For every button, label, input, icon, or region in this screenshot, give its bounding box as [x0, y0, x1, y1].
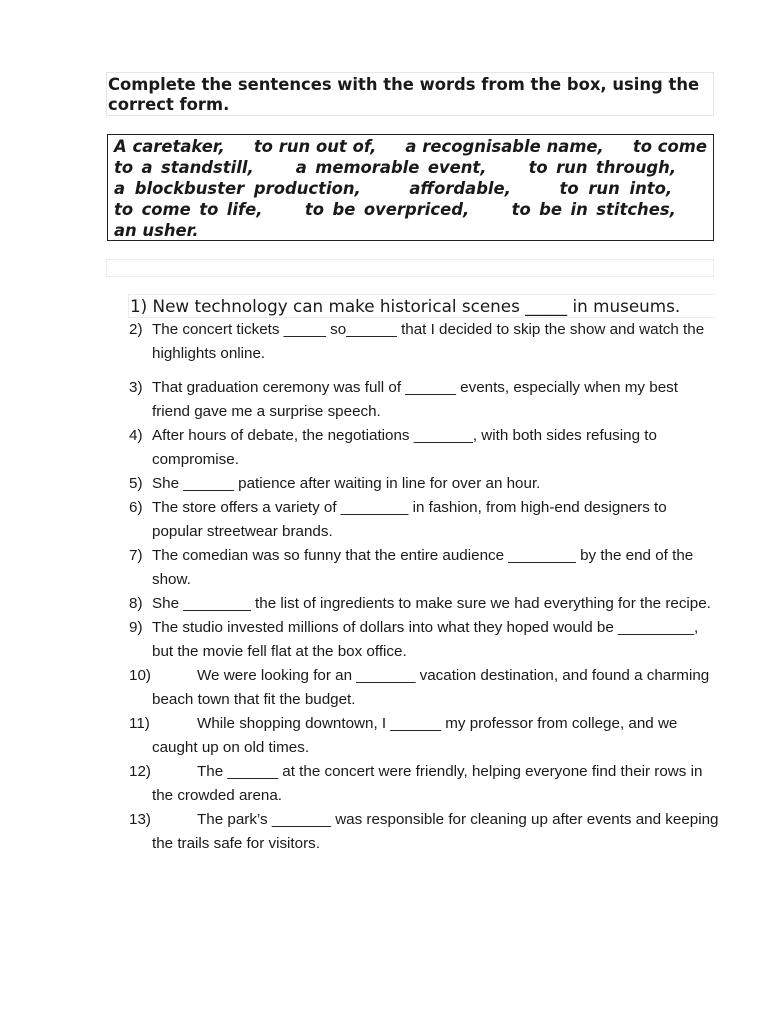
- exercise-item: [129, 592, 719, 616]
- word-box: [107, 134, 714, 241]
- item-number: 13): [129, 811, 151, 828]
- exercise-item-1: 1) New technology can make historical scenes _____ in museums.: [128, 294, 716, 318]
- exercise-item: [129, 496, 719, 544]
- exercise-item: [129, 424, 719, 472]
- exercise-item: [129, 808, 719, 856]
- empty-text-box: [106, 259, 714, 277]
- item-text: We were looking for an _______ vacation destination, and found a charming beach town that fit the budget.: [152, 667, 710, 708]
- word-box-item: to run into,: [559, 179, 673, 198]
- item-text: She ________ the list of ingredients to make sure we had everything for the recipe.: [152, 595, 711, 612]
- exercise-item: [129, 760, 719, 808]
- word-box-item: A caretaker,: [114, 137, 225, 156]
- word-box-item: to run through,: [528, 158, 677, 177]
- item-text: The comedian was so funny that the entire audience ________ by the end of the show.: [152, 547, 694, 588]
- item-number: 3): [129, 379, 143, 396]
- item-number: 4): [129, 427, 143, 444]
- item-number: 10): [129, 667, 151, 684]
- item-text: The studio invested millions of dollars into what they hoped would be _________, but the movie fell flat at the box office.: [152, 619, 699, 660]
- item-number: 7): [129, 547, 143, 564]
- word-box-item: affordable,: [409, 179, 511, 198]
- word-box-item: to come to a standstill,: [114, 137, 707, 177]
- item-number: 11): [129, 715, 150, 732]
- exercise-item: [129, 376, 719, 424]
- word-box-item: to run out of,: [253, 137, 377, 156]
- exercise-item: [129, 712, 719, 760]
- word-box-item: to be overpriced,: [304, 200, 470, 219]
- exercise-item: [129, 472, 719, 496]
- item-number: 6): [129, 499, 143, 516]
- word-box-item: an usher.: [114, 221, 199, 240]
- instruction-heading: Complete the sentences with the words from the box, using the correct form.: [106, 72, 714, 116]
- item-number: 2): [129, 321, 143, 338]
- word-box-item: a blockbuster production,: [114, 179, 361, 198]
- item-text: The park’s _______ was responsible for cleaning up after events and keeping the trails safe for visitors.: [152, 811, 719, 852]
- exercise-item: [129, 318, 719, 366]
- item-number: 12): [129, 763, 151, 780]
- item-number: 5): [129, 475, 143, 492]
- word-box-item: to be in stitches,: [511, 200, 676, 219]
- exercise-list: [129, 318, 719, 856]
- word-box-item: a memorable event,: [295, 158, 487, 177]
- item-text: The concert tickets _____ so______ that I decided to skip the show and watch the highlights online.: [152, 321, 705, 362]
- item-text: She ______ patience after waiting in line for over an hour.: [152, 475, 541, 492]
- item-text: That graduation ceremony was full of ______ events, especially when my best friend gave me a surprise speech.: [152, 379, 678, 420]
- item-text: The ______ at the concert were friendly, helping everyone find their rows in the crowded arena.: [152, 763, 703, 804]
- word-box-item: to come to life,: [114, 200, 263, 219]
- item-number: 9): [129, 619, 143, 636]
- exercise-item: [129, 544, 719, 592]
- exercise-item: [129, 664, 719, 712]
- item-text: While shopping downtown, I ______ my professor from college, and we caught up on old times.: [152, 715, 678, 756]
- exercise-item: [129, 616, 719, 664]
- item-text: After hours of debate, the negotiations _______, with both sides refusing to compromise.: [152, 427, 657, 468]
- item-text: The store offers a variety of ________ in fashion, from high-end designers to popular streetwear brands.: [152, 499, 667, 540]
- word-box-item: a recognisable name,: [405, 137, 604, 156]
- item-number: 8): [129, 595, 143, 612]
